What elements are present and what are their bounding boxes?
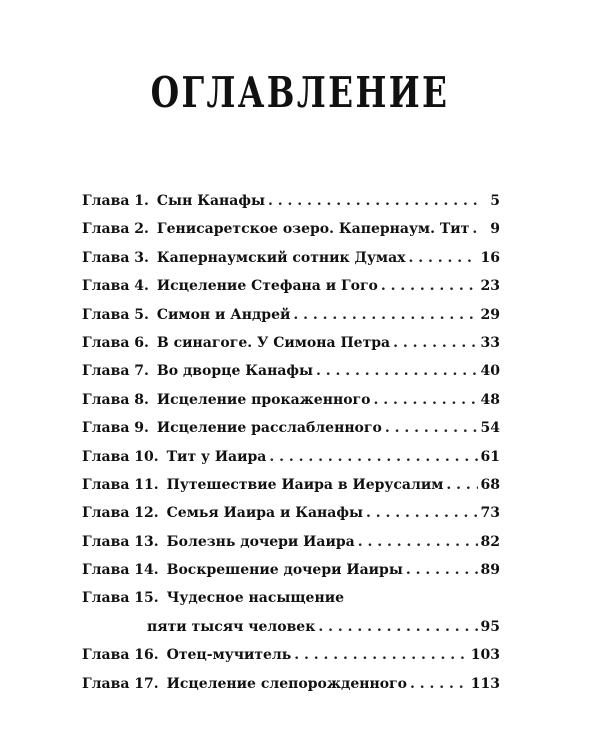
toc-entry-14[interactable] — [82, 562, 500, 590]
chapter-title: Тит у Иаира — [166, 448, 267, 465]
page-number: 73 — [480, 505, 500, 522]
dot-leader — [409, 250, 478, 266]
chapter-title: Путешествие Иаира в Иерусалим — [166, 476, 444, 493]
chapter-label: Глава 7. — [82, 363, 149, 380]
chapter-label: Глава 8. — [82, 391, 149, 408]
chapter-label: Глава 16. — [82, 647, 159, 664]
dot-leader — [293, 307, 477, 323]
chapter-label: Глава 10. — [82, 448, 159, 465]
chapter-title: Воскрешение дочери Иаиры — [166, 562, 403, 579]
dot-leader — [381, 278, 478, 294]
page-number: 9 — [490, 221, 500, 238]
chapter-title: В синагоге. У Симона Петра — [156, 334, 391, 351]
dot-leader — [358, 534, 478, 550]
chapter-title: Генисаретское озеро. Капернаум. Тит — [156, 221, 470, 238]
chapter-title: Исцеление Стефана и Гого — [156, 278, 378, 295]
chapter-label: Глава 6. — [82, 334, 149, 351]
dot-leader — [269, 449, 477, 465]
page-number: 33 — [480, 334, 500, 351]
page-number: 23 — [480, 278, 500, 295]
dot-leader — [446, 477, 477, 493]
toc-entry-10[interactable] — [82, 449, 500, 477]
chapter-label: Глава 3. — [82, 249, 149, 266]
chapter-label: Глава 11. — [82, 476, 159, 493]
chapter-label: Глава 15. — [82, 590, 159, 607]
toc-entry-4[interactable] — [82, 278, 500, 306]
page-number: 5 — [490, 193, 500, 209]
chapter-label: Глава 17. — [82, 675, 159, 692]
dot-leader — [318, 619, 477, 635]
chapter-title: Капернаумский сотник Думах — [156, 249, 406, 266]
toc-entry-15[interactable] — [82, 590, 500, 647]
dot-leader — [294, 647, 467, 663]
dot-leader — [472, 221, 483, 237]
page-number: 103 — [470, 647, 500, 664]
toc-entry-9[interactable] — [82, 420, 500, 448]
toc-entry-12[interactable] — [82, 505, 500, 533]
toc-entry-line-1 — [82, 590, 500, 618]
toc-entry-3[interactable] — [82, 250, 500, 278]
chapter-label: Глава 14. — [82, 562, 159, 579]
chapter-title: Симон и Андрей — [156, 306, 291, 323]
page-number: 48 — [480, 391, 500, 408]
page-title: ОГЛАВЛЕНИЕ — [150, 68, 450, 117]
page-number: 16 — [480, 249, 500, 266]
toc-entry-line-2 — [82, 619, 500, 647]
dot-leader — [410, 676, 468, 692]
chapter-title: Болезнь дочери Иаира — [166, 533, 355, 550]
dot-leader — [385, 420, 478, 436]
dot-leader — [268, 193, 483, 209]
chapter-title: Сын Канафы — [156, 193, 265, 209]
dot-leader — [406, 562, 478, 578]
chapter-title: Исцеление слепорожденного — [166, 675, 407, 692]
chapter-label: Глава 1. — [82, 193, 149, 209]
dot-leader — [393, 335, 477, 351]
chapter-title: Исцеление расслабленного — [156, 420, 382, 437]
page-number: 95 — [480, 618, 500, 635]
chapter-label: Глава 12. — [82, 505, 159, 522]
chapter-label: Глава 2. — [82, 221, 149, 238]
toc-entry-5[interactable] — [82, 307, 500, 335]
page-number: 82 — [480, 533, 500, 550]
chapter-title: Отец-мучитель — [166, 647, 292, 664]
chapter-label: Глава 13. — [82, 533, 159, 550]
page-number: 89 — [480, 562, 500, 579]
toc-entry-11[interactable] — [82, 477, 500, 505]
page-number: 68 — [480, 476, 500, 493]
toc-entry-7[interactable] — [82, 363, 500, 391]
dot-leader — [373, 392, 477, 408]
dot-leader — [366, 505, 477, 521]
toc-entry-2[interactable] — [82, 221, 500, 249]
toc-list — [82, 193, 500, 704]
page-number: 61 — [480, 448, 500, 465]
page-number: 40 — [480, 363, 500, 380]
page-number: 113 — [470, 675, 500, 692]
toc-entry-8[interactable] — [82, 392, 500, 420]
chapter-title: Чудесное насыщение — [166, 590, 344, 607]
toc-entry-16[interactable] — [82, 647, 500, 675]
chapter-title: Семья Иаира и Канафы — [166, 505, 364, 522]
toc-entry-6[interactable] — [82, 335, 500, 363]
page-number: 29 — [480, 306, 500, 323]
chapter-title: Исцеление прокаженного — [156, 391, 371, 408]
dot-leader — [316, 363, 477, 379]
chapter-title: Во дворце Канафы — [156, 363, 314, 380]
chapter-label: Глава 4. — [82, 278, 149, 295]
toc-entry-17[interactable] — [82, 676, 500, 704]
chapter-title-continued: пяти тысяч человек — [147, 618, 316, 635]
page-number: 54 — [480, 420, 500, 437]
chapter-label: Глава 5. — [82, 306, 149, 323]
chapter-label: Глава 9. — [82, 420, 149, 437]
toc-entry-13[interactable] — [82, 534, 500, 562]
toc-entry-1[interactable] — [82, 193, 500, 221]
